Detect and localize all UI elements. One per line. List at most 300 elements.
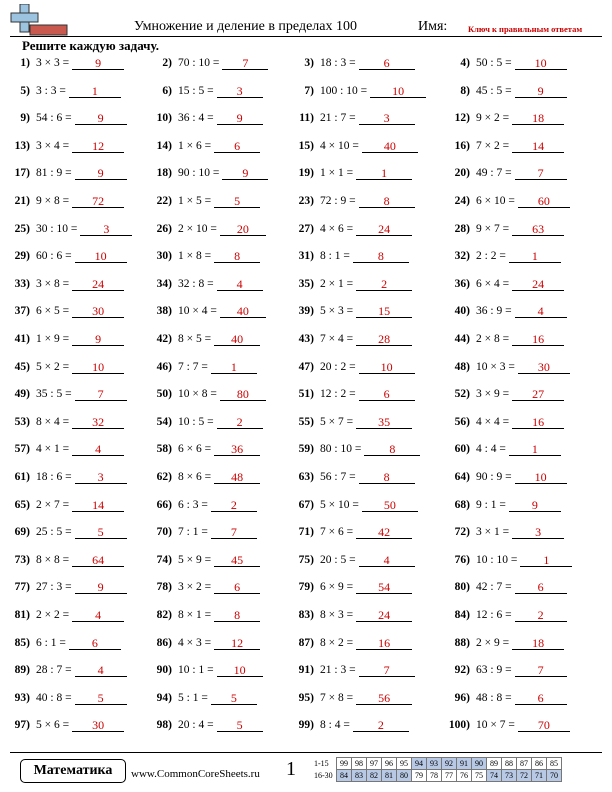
worksheet-header [0,0,612,40]
score-cell: 83 [352,770,367,782]
problem-item [0,604,150,628]
footer-divider [10,752,602,753]
problem-number: 25) [14,222,30,235]
problem-number: 6) [162,84,172,97]
answer-value: 10 [380,359,393,374]
answer-value: 1 [91,83,98,98]
problem-number: 56) [454,415,470,428]
problem-item [142,494,292,518]
problem-item [0,632,150,656]
problem-expression: 10 : 10 = [476,553,518,566]
problem-item [142,107,292,131]
problem-expression: 8 : 4 = [320,719,350,732]
problem-expression: 3 × 2 = [178,581,212,594]
problem-item [0,218,150,242]
answer-value: 4 [537,304,544,319]
problem-item [284,162,434,186]
answer-value: 5 [97,525,104,540]
problem-expression: 42 : 7 = [476,581,512,594]
answer-value: 18 [532,635,545,650]
problem-number: 13) [14,139,30,152]
problem-number: 35) [298,277,314,290]
problem-item [0,549,150,573]
problem-expression: 7 × 8 = [320,691,354,704]
problem-number: 84) [454,609,470,621]
problem-item [284,135,434,159]
answer-value: 6 [383,387,390,402]
problem-item [440,466,590,490]
answer-value: 45 [231,552,244,567]
score-cell: 90 [472,758,487,770]
problem-expression: 2 × 2 = [36,609,70,621]
problem-expression: 10 × 8 = [178,388,217,401]
problem-number: 44) [454,333,470,345]
problem-expression: 8 × 5 = [178,333,212,345]
problem-expression: 54 : 6 = [36,112,72,125]
problem-number: 37) [14,305,30,318]
problem-item [142,300,292,324]
answer-value: 6 [91,635,98,650]
score-cell: 96 [382,758,397,770]
answer-value: 4 [383,552,390,567]
problem-number: 31) [298,250,314,263]
problem-expression: 28 : 7 = [36,664,72,677]
problem-expression: 63 : 9 = [476,664,512,677]
answer-value: 3 [236,83,243,98]
score-cell: 94 [412,758,427,770]
answer-value: 3 [535,525,542,540]
problem-expression: 7 × 4 = [320,333,354,345]
answer-value: 9 [95,56,102,70]
problem-number: 8) [460,84,470,97]
problem-expression: 4 × 3 = [178,636,212,649]
score-cell: 76 [457,770,472,782]
problem-number: 98) [156,719,172,732]
problem-number: 75) [298,553,314,566]
problem-expression: 5 : 1 = [178,691,208,704]
problem-expression: 3 × 9 = [476,388,510,401]
problem-number: 89) [14,664,30,677]
problem-number: 100) [448,719,470,732]
problem-number: 67) [298,498,314,511]
problem-expression: 80 : 10 = [320,443,362,456]
problem-expression: 4 : 4 = [476,443,506,456]
problem-item [440,107,590,131]
problem-item [142,135,292,159]
answer-value: 8 [234,608,241,622]
answer-value: 4 [97,663,104,678]
problem-expression: 2 × 8 = [476,333,510,345]
problem-expression: 12 : 6 = [476,609,512,621]
answer-value: 8 [234,249,241,264]
answer-value: 56 [378,690,391,705]
problem-item [284,190,434,214]
score-cell: 88 [502,758,517,770]
problem-number: 69) [14,526,30,539]
problem-number: 4) [460,57,470,69]
score-cell: 77 [442,770,457,782]
problem-item [440,632,590,656]
problem-expression: 9 : 1 = [476,498,506,511]
problem-item [0,687,150,711]
problem-number: 21) [14,195,30,207]
score-row-label: 1-15 [314,759,329,768]
answer-value: 2 [381,276,388,291]
problem-item [0,411,150,435]
answer-value: 5 [236,718,243,733]
answer-value: 1 [381,166,388,181]
problem-expression: 5 × 9 = [178,553,212,566]
problem-number: 24) [454,195,470,207]
problem-item [440,604,590,628]
brand-badge: Математика [20,759,126,783]
problem-expression: 3 × 1 = [476,526,510,539]
problem-number: 62) [156,471,172,483]
answer-value: 2 [377,718,384,733]
problem-number: 20) [454,167,470,180]
problem-item [440,162,590,186]
answer-value: 30 [537,359,550,374]
answer-value: 40 [231,332,244,346]
problem-number: 71) [298,526,314,539]
answer-value: 3 [103,221,110,236]
answer-value: 2 [230,497,237,512]
problem-item [142,411,292,435]
answer-value: 8 [389,442,396,457]
plus-minus-logo-icon [10,4,68,36]
problem-expression: 48 : 8 = [476,691,512,704]
answer-value: 42 [378,525,391,540]
problem-expression: 50 : 5 = [476,57,512,69]
answer-value: 36 [231,442,244,457]
answer-value: 72 [92,194,105,208]
problem-item [440,218,590,242]
problem-number: 34) [156,277,172,290]
answer-value: 54 [378,580,391,595]
answer-value: 40 [383,138,396,153]
problem-number: 54) [156,415,172,428]
problem-item [142,632,292,656]
answer-value: 1 [531,442,538,457]
score-row-label: 16-30 [314,771,333,780]
problem-item [440,714,590,738]
problem-item [142,80,292,104]
problem-number: 40) [454,305,470,318]
score-cell: 84 [337,770,352,782]
answer-value: 64 [92,552,105,567]
problem-number: 32) [454,250,470,263]
answer-value: 6 [537,690,544,705]
score-row [314,758,562,770]
problem-number: 19) [298,167,314,180]
problem-item [284,549,434,573]
problem-expression: 6 × 5 = [36,305,70,318]
answer-value: 7 [242,56,249,70]
problem-expression: 6 × 9 = [320,581,354,594]
problem-number: 51) [298,388,314,401]
problem-expression: 2 : 2 = [476,250,506,263]
problem-item [284,245,434,269]
problem-item [284,52,434,76]
site-url: www.CommonCoreSheets.ru [131,768,260,780]
problem-number: 99) [298,719,314,732]
problem-item [284,632,434,656]
problem-expression: 12 : 2 = [320,388,356,401]
problem-expression: 2 × 1 = [320,277,354,290]
problem-number: 86) [156,636,172,649]
problem-expression: 21 : 3 = [320,664,356,677]
answer-value: 6 [234,580,241,595]
problem-expression: 8 × 2 = [320,636,354,649]
answer-value: 5 [97,690,104,705]
problem-expression: 25 : 5 = [36,526,72,539]
problem-expression: 36 : 4 = [178,112,214,125]
problem-expression: 6 : 3 = [178,498,208,511]
answer-value: 4 [95,442,102,457]
score-cell: 72 [517,770,532,782]
answer-value: 10 [534,56,547,70]
problem-expression: 5 × 6 = [36,719,70,732]
problem-expression: 8 × 3 = [320,609,354,621]
score-cell: 81 [382,770,397,782]
answer-value: 9 [97,580,104,595]
problem-item [284,300,434,324]
problem-expression: 8 : 1 = [320,250,350,263]
answer-value: 1 [543,552,550,567]
problem-item [0,80,150,104]
problem-expression: 8 × 4 = [36,415,70,428]
score-cell: 80 [397,770,412,782]
answer-value: 14 [532,138,545,153]
answer-value: 28 [378,332,391,346]
problem-number: 3) [304,57,314,69]
problem-expression: 4 × 6 = [320,222,354,235]
problem-expression: 49 : 7 = [476,167,512,180]
problem-expression: 90 : 10 = [178,167,220,180]
problem-item [0,576,150,600]
score-row [314,770,562,782]
problem-number: 16) [454,139,470,152]
answer-value: 15 [378,304,391,319]
answer-value: 6 [537,580,544,595]
problem-expression: 10 × 3 = [476,360,515,373]
problem-item [142,549,292,573]
problem-expression: 3 : 3 = [36,84,66,97]
problem-number: 85) [14,636,30,649]
problem-item [0,383,150,407]
score-cell: 79 [412,770,427,782]
problem-item [0,659,150,683]
problem-expression: 100 : 10 = [320,84,368,97]
problem-number: 61) [14,471,30,483]
problem-item [440,383,590,407]
problem-number: 82) [156,609,172,621]
answer-value: 30 [92,718,105,733]
answer-value: 2 [537,608,544,622]
problem-number: 17) [14,167,30,180]
problem-number: 52) [454,388,470,401]
problem-number: 5) [20,84,30,97]
problem-number: 36) [454,277,470,290]
answer-value: 5 [234,194,241,208]
problem-item [284,383,434,407]
problem-number: 55) [298,415,314,428]
answer-value: 8 [383,194,390,208]
score-cell: 85 [547,758,562,770]
problem-number: 11) [299,112,314,125]
problem-expression: 1 × 6 = [178,139,212,152]
problem-expression: 32 : 8 = [178,277,214,290]
problem-item [284,273,434,297]
problem-item [0,300,150,324]
problem-number: 64) [454,471,470,483]
score-cell: 89 [487,758,502,770]
problem-expression: 20 : 5 = [320,553,356,566]
problem-number: 7) [304,84,314,97]
answer-value: 8 [377,249,384,264]
problem-expression: 4 × 4 = [476,415,510,428]
problem-item [142,245,292,269]
problem-item [142,328,292,352]
problem-expression: 35 : 5 = [36,388,72,401]
problem-expression: 18 : 6 = [36,471,72,483]
problem-number: 18) [156,167,172,180]
problem-expression: 5 × 7 = [320,415,354,428]
instructions: Решите каждую задачу. [22,38,159,53]
problem-expression: 7 × 2 = [476,139,510,152]
problem-number: 72) [454,526,470,539]
problem-item [284,356,434,380]
score-cell: 91 [457,758,472,770]
problem-expression: 18 : 3 = [320,57,356,69]
problem-expression: 1 × 8 = [178,250,212,263]
answer-value: 7 [230,525,237,540]
problem-number: 49) [14,388,30,401]
problem-number: 43) [298,333,314,345]
answer-value: 1 [230,359,237,374]
problem-number: 74) [156,553,172,566]
problem-item [0,273,150,297]
problem-number: 78) [156,581,172,594]
problem-item [0,52,150,76]
problem-item [142,604,292,628]
problem-number: 39) [298,305,314,318]
problem-grid [0,52,612,742]
problem-number: 2) [162,57,172,69]
answer-value: 3 [383,111,390,126]
answer-value: 16 [532,414,545,429]
answer-value: 10 [94,249,107,264]
problem-number: 48) [454,360,470,373]
score-cell: 75 [472,770,487,782]
problem-item [284,521,434,545]
problem-expression: 9 × 8 = [36,195,70,207]
problem-expression: 60 : 6 = [36,250,72,263]
problem-item [284,328,434,352]
problem-number: 58) [156,443,172,456]
problem-item [284,604,434,628]
problem-item [142,714,292,738]
problem-number: 57) [14,443,30,456]
problem-expression: 8 × 6 = [178,471,212,483]
page-number: 1 [286,758,296,780]
problem-item [440,245,590,269]
problem-item [0,135,150,159]
score-cell: 98 [352,758,367,770]
problem-item [0,356,150,380]
problem-expression: 8 × 8 = [36,553,70,566]
answer-value: 3 [97,470,104,484]
problem-number: 47) [298,360,314,373]
problem-item [142,218,292,242]
problem-number: 15) [298,139,314,152]
problem-expression: 6 × 10 = [476,195,515,207]
problem-number: 80) [454,581,470,594]
answer-value: 9 [531,497,538,512]
score-cell: 92 [442,758,457,770]
problem-expression: 45 : 5 = [476,84,512,97]
problem-item [284,466,434,490]
answer-value: 9 [95,332,102,346]
problem-number: 91) [298,664,314,677]
answer-value: 70 [537,718,550,733]
problem-number: 70) [156,526,172,539]
worksheet-footer [0,754,612,792]
problem-item [440,411,590,435]
problem-number: 1) [20,57,30,69]
answer-value: 80 [236,387,249,402]
problem-number: 65) [14,498,30,511]
problem-expression: 7 × 6 = [320,526,354,539]
answer-value: 24 [378,221,391,236]
answer-value: 12 [231,635,244,650]
answer-value: 5 [230,690,237,705]
problem-item [440,438,590,462]
problem-number: 27) [298,222,314,235]
score-cell: 87 [517,758,532,770]
problem-expression: 6 × 4 = [476,277,510,290]
problem-number: 87) [298,636,314,649]
problem-expression: 4 × 10 = [320,139,359,152]
problem-number: 42) [156,333,172,345]
problem-item [0,438,150,462]
answer-value: 24 [92,276,105,291]
problem-number: 81) [14,609,30,621]
problem-expression: 20 : 2 = [320,360,356,373]
problem-item [142,438,292,462]
problem-item [0,714,150,738]
problem-expression: 1 × 5 = [178,195,212,207]
problem-item [142,576,292,600]
problem-number: 92) [454,664,470,677]
problem-number: 77) [14,581,30,594]
problem-expression: 27 : 3 = [36,581,72,594]
answer-value: 7 [383,663,390,678]
answer-value: 16 [532,332,545,346]
problem-item [284,494,434,518]
problem-expression: 6 × 6 = [178,443,212,456]
problem-expression: 15 : 5 = [178,84,214,97]
problem-expression: 4 × 1 = [36,443,70,456]
problem-expression: 5 × 10 = [320,498,359,511]
problem-item [142,521,292,545]
answer-value: 9 [537,83,544,98]
problem-item [0,328,150,352]
problem-expression: 3 × 3 = [36,57,70,69]
problem-expression: 5 × 2 = [36,360,70,373]
problem-expression: 1 × 1 = [320,167,354,180]
answer-value: 50 [383,497,396,512]
